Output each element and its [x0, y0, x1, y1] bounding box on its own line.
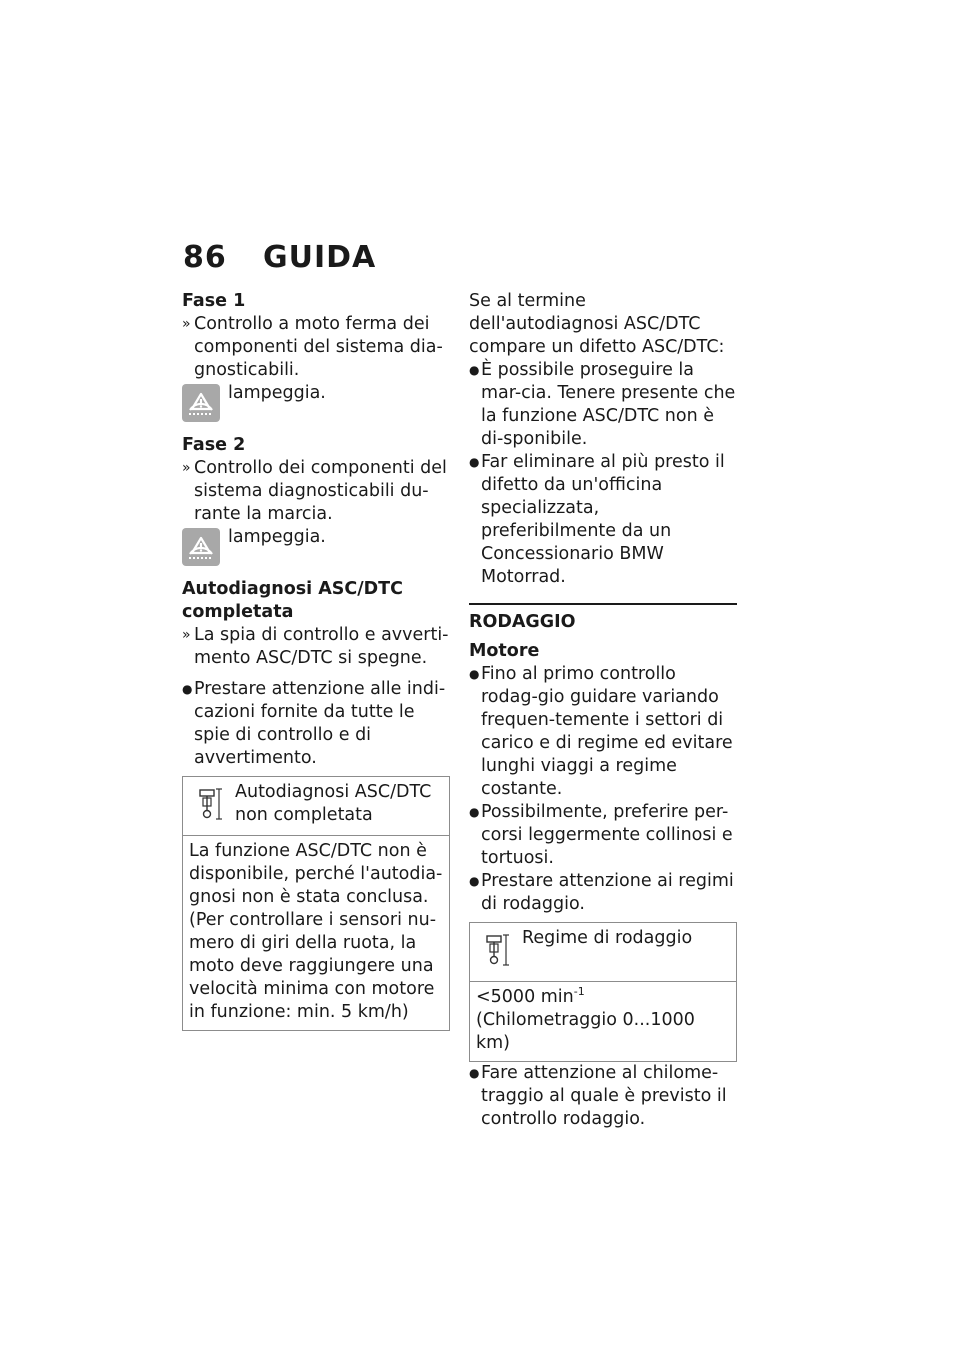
completed-heading: Autodiagnosi ASC/DTC completata — [182, 579, 403, 622]
fase2-result — [182, 457, 450, 526]
right-column — [469, 290, 737, 1131]
section-title: RODAGGIO — [469, 612, 576, 632]
completed-bullet-text: Prestare attenzione alle indi-cazioni fornite da tutte le spie di controllo e di avvertimento. — [194, 679, 446, 768]
fase2-heading: Fase 2 — [182, 435, 246, 455]
last-bullet-text: Fare attenzione al chilome-traggio al quale è previsto il controllo rodaggio. — [481, 1063, 727, 1129]
technical-data-icon — [484, 933, 510, 967]
completed-bullet — [182, 678, 450, 770]
box-body — [470, 982, 736, 1061]
box-body-prefix: <5000 min — [476, 987, 574, 1007]
completed-result — [182, 624, 450, 670]
bullet-marker: ● — [182, 682, 193, 696]
fault-bullet-1 — [469, 359, 737, 451]
box-header — [183, 777, 449, 836]
motore-heading: Motore — [469, 641, 540, 661]
bullet-marker: ● — [469, 805, 480, 819]
fase2-icon-text: lampeggia. — [228, 527, 326, 547]
technical-data-icon — [197, 787, 223, 821]
fase2-icon-row — [182, 526, 450, 568]
section-divider — [469, 603, 737, 605]
fase1-heading: Fase 1 — [182, 291, 246, 311]
fault-bullet-2 — [469, 451, 737, 589]
box-body: La funzione ASC/DTC non è disponibile, perché l'autodia-gnosi non è stata conclusa. (Per controllare i sensori nu-mero di giri della ruota, la moto deve raggiungere una velocità minima con motore in funzione: min. 5 km/h) — [189, 841, 443, 1022]
asc-dtc-warning-icon — [182, 384, 220, 422]
motore-bullet-2-text: Possibilmente, preferire per-corsi leggermente collinosi e tortuosi. — [481, 802, 733, 868]
result-marker: » — [182, 460, 191, 476]
box-body-sup: -1 — [573, 985, 585, 999]
last-bullet — [469, 1062, 737, 1131]
fase2-result-text: Controllo dei componenti del sistema diagnosticabili du-rante la marcia. — [194, 458, 447, 524]
page-title: GUIDA — [263, 240, 377, 275]
motore-bullet-2 — [469, 801, 737, 870]
page-header — [183, 240, 376, 275]
fase1-icon-row — [182, 382, 450, 424]
left-column — [182, 290, 450, 1031]
motore-bullet-3 — [469, 870, 737, 916]
page-number: 86 — [183, 240, 227, 275]
motore-bullet-1 — [469, 663, 737, 801]
asc-dtc-not-completed-box — [182, 776, 450, 1031]
fault-bullet-1-text: È possibile proseguire la mar-cia. Tenere presente che la funzione ASC/DTC non è di-sponibile. — [481, 360, 736, 449]
bullet-marker: ● — [469, 363, 480, 377]
box-header — [470, 923, 736, 982]
completed-result-text: La spia di controllo e avverti-mento ASC/DTC si spegne. — [194, 625, 449, 668]
asc-dtc-warning-icon — [182, 528, 220, 566]
bullet-marker: ● — [469, 455, 480, 469]
bullet-marker: ● — [469, 667, 480, 681]
motore-bullet-3-text: Prestare attenzione ai regimi di rodaggio. — [481, 871, 734, 914]
fault-intro: Se al termine dell'autodiagnosi ASC/DTC compare un difetto ASC/DTC: — [469, 291, 725, 357]
box-body-suffix: (Chilometraggio 0...1000 km) — [476, 1010, 695, 1053]
bullet-marker: ● — [469, 1066, 480, 1080]
fase1-result — [182, 313, 450, 382]
result-marker: » — [182, 627, 191, 643]
motore-bullet-1-text: Fino al primo controllo rodag-gio guidare variando frequen-temente i settori di carico e di regime ed evitare lunghi viaggi a regime costante. — [481, 664, 733, 799]
fase1-result-text: Controllo a moto ferma dei componenti del sistema dia-gnosticabili. — [194, 314, 443, 380]
fase1-icon-text: lampeggia. — [228, 383, 326, 403]
result-marker: » — [182, 316, 191, 332]
bullet-marker: ● — [469, 874, 480, 888]
break-in-speed-box — [469, 922, 737, 1062]
box-title: Regime di rodaggio — [522, 928, 693, 948]
fault-bullet-2-text: Far eliminare al più presto il difetto da un'officina specializzata, preferibilmente da un Concessionario BMW Motorrad. — [481, 452, 725, 587]
box-title: Autodiagnosi ASC/DTC non completata — [235, 782, 432, 825]
